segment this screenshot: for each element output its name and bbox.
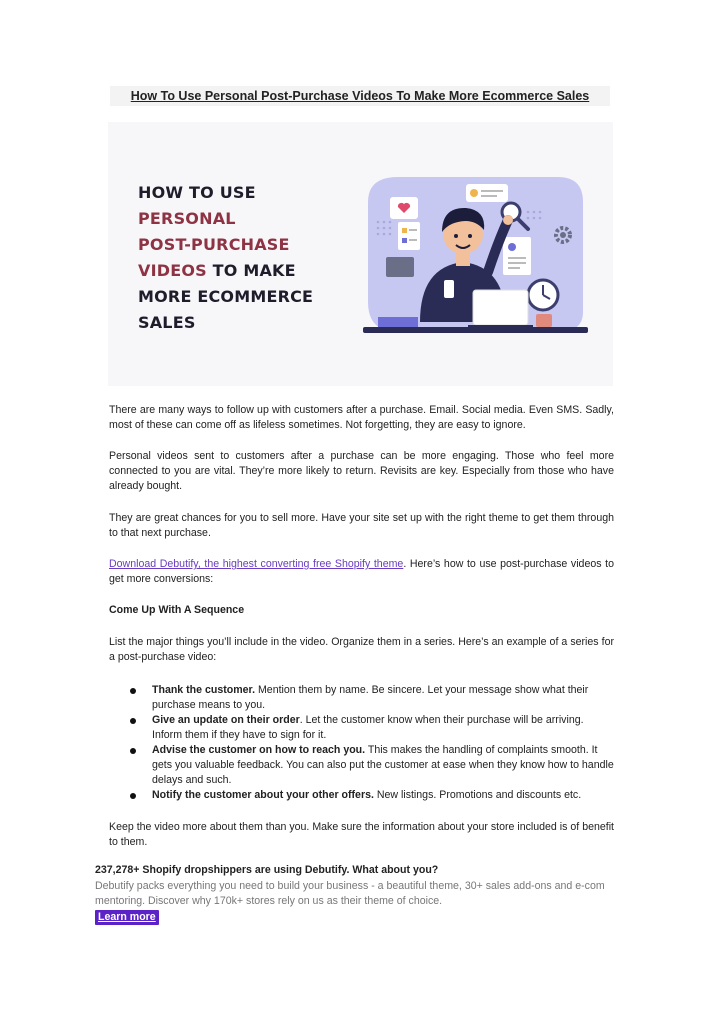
paragraph xyxy=(109,635,614,665)
hero-headline-text: TO MAKE xyxy=(206,261,296,280)
hero-headline-line xyxy=(138,232,313,258)
document-icon xyxy=(503,237,531,275)
paragraph-text: List the major things you’ll include in the video. Organize them in a series. Here’s an example of a series for a post-purchase video: xyxy=(109,636,614,663)
hero-headline-text: VIDEOS xyxy=(138,261,207,280)
learn-more-button[interactable]: Learn more xyxy=(95,910,159,925)
hero-headline-line xyxy=(138,180,313,206)
promo-text: Debutify packs everything you need to build your business - a beautiful theme, 30+ sales add-ons and e-com mentoring. Discover why 170k+ stores rely on us as their theme of choice. xyxy=(95,880,605,907)
folder-icon xyxy=(386,257,414,277)
paragraph xyxy=(109,557,614,587)
clock-icon xyxy=(528,280,558,310)
hero-headline xyxy=(138,180,313,336)
page-title: How To Use Personal Post-Purchase Videos To Make More Ecommerce Sales xyxy=(110,86,610,106)
hero-headline-text: HOW TO USE xyxy=(138,183,256,202)
debutify-download-link[interactable]: Download Debutify, the highest converting free Shopify theme xyxy=(109,558,404,570)
bullet-list xyxy=(152,683,614,803)
hero-banner xyxy=(108,122,613,386)
paragraph xyxy=(109,449,614,494)
hero-illustration xyxy=(348,162,598,342)
laptop-icon xyxy=(468,290,533,329)
list-item-text: This makes the handling of complaints smooth. It gets you valuable feedback. You can also put the customer at ease when they know how to handle delays and such. xyxy=(152,744,614,786)
paragraph xyxy=(109,511,614,541)
list-item-text: New listings. Promotions and discounts etc. xyxy=(373,789,582,801)
paragraph-text: There are many ways to follow up with customers after a purchase. Email. Social media. Even SMS. Sadly, most of these can come off as lifeless sometimes. Not forgetting, they are easy to ignore. xyxy=(109,404,614,431)
hero-headline-line xyxy=(138,258,313,284)
paragraph-text: . Here’s how to use post-purchase videos to get more conversions: xyxy=(109,558,614,585)
bullet-icon xyxy=(130,688,136,694)
hero-headline-line xyxy=(138,206,313,232)
desk xyxy=(363,327,588,333)
bullet-icon xyxy=(130,718,136,724)
paragraph xyxy=(109,403,614,433)
section-heading: Come Up With A Sequence xyxy=(109,604,245,616)
hero-headline-text: POST-PURCHASE xyxy=(138,235,290,254)
list-item-text: . Let the customer know when their purchase will be arriving. Inform them if they have to sign for it. xyxy=(152,714,584,741)
list-item xyxy=(152,713,614,743)
hero-headline-line xyxy=(138,284,313,310)
list-item-bold: Notify the customer about your other offers. xyxy=(152,789,374,801)
list-item-bold: Give an update on their order xyxy=(152,714,300,726)
mug xyxy=(536,314,552,327)
list-item-text: Mention them by name. Be sincere. Let your message show what their purchase means to you. xyxy=(152,684,589,711)
paragraph-text xyxy=(109,557,614,587)
hero-headline-text: SALES xyxy=(138,313,196,332)
bullet-icon xyxy=(130,748,136,754)
hero-headline-line xyxy=(138,310,313,336)
hero-headline-text: MORE ECOMMERCE xyxy=(138,287,314,306)
list-item xyxy=(152,683,614,713)
heart-card-icon xyxy=(390,197,418,219)
promo-title: 237,278+ Shopify dropshippers are using Debutify. What about you? xyxy=(95,864,439,876)
checklist-icon xyxy=(398,222,420,250)
list-item xyxy=(152,788,614,803)
books xyxy=(378,317,418,327)
profile-card-icon xyxy=(466,184,508,202)
list-item-bold: Advise the customer on how to reach you. xyxy=(152,744,366,756)
paragraph-text: Keep the video more about them than you. Make sure the information about your store included is of benefit to them. xyxy=(109,821,614,848)
paragraph-text: Personal videos sent to customers after a purchase can be more engaging. Those who feel more connected to you are vital. They’re more likely to return. Revisits are key. Especially from those who have already bought. xyxy=(109,450,614,492)
list-item xyxy=(152,743,614,788)
paragraph-text: They are great chances for you to sell more. Have your site set up with the right theme to get them through to that next purchase. xyxy=(109,512,614,539)
list-item-bold: Thank the customer. xyxy=(152,684,256,696)
hero-headline-text: PERSONAL xyxy=(138,209,236,228)
paragraph xyxy=(109,820,614,850)
bullet-icon xyxy=(130,793,136,799)
